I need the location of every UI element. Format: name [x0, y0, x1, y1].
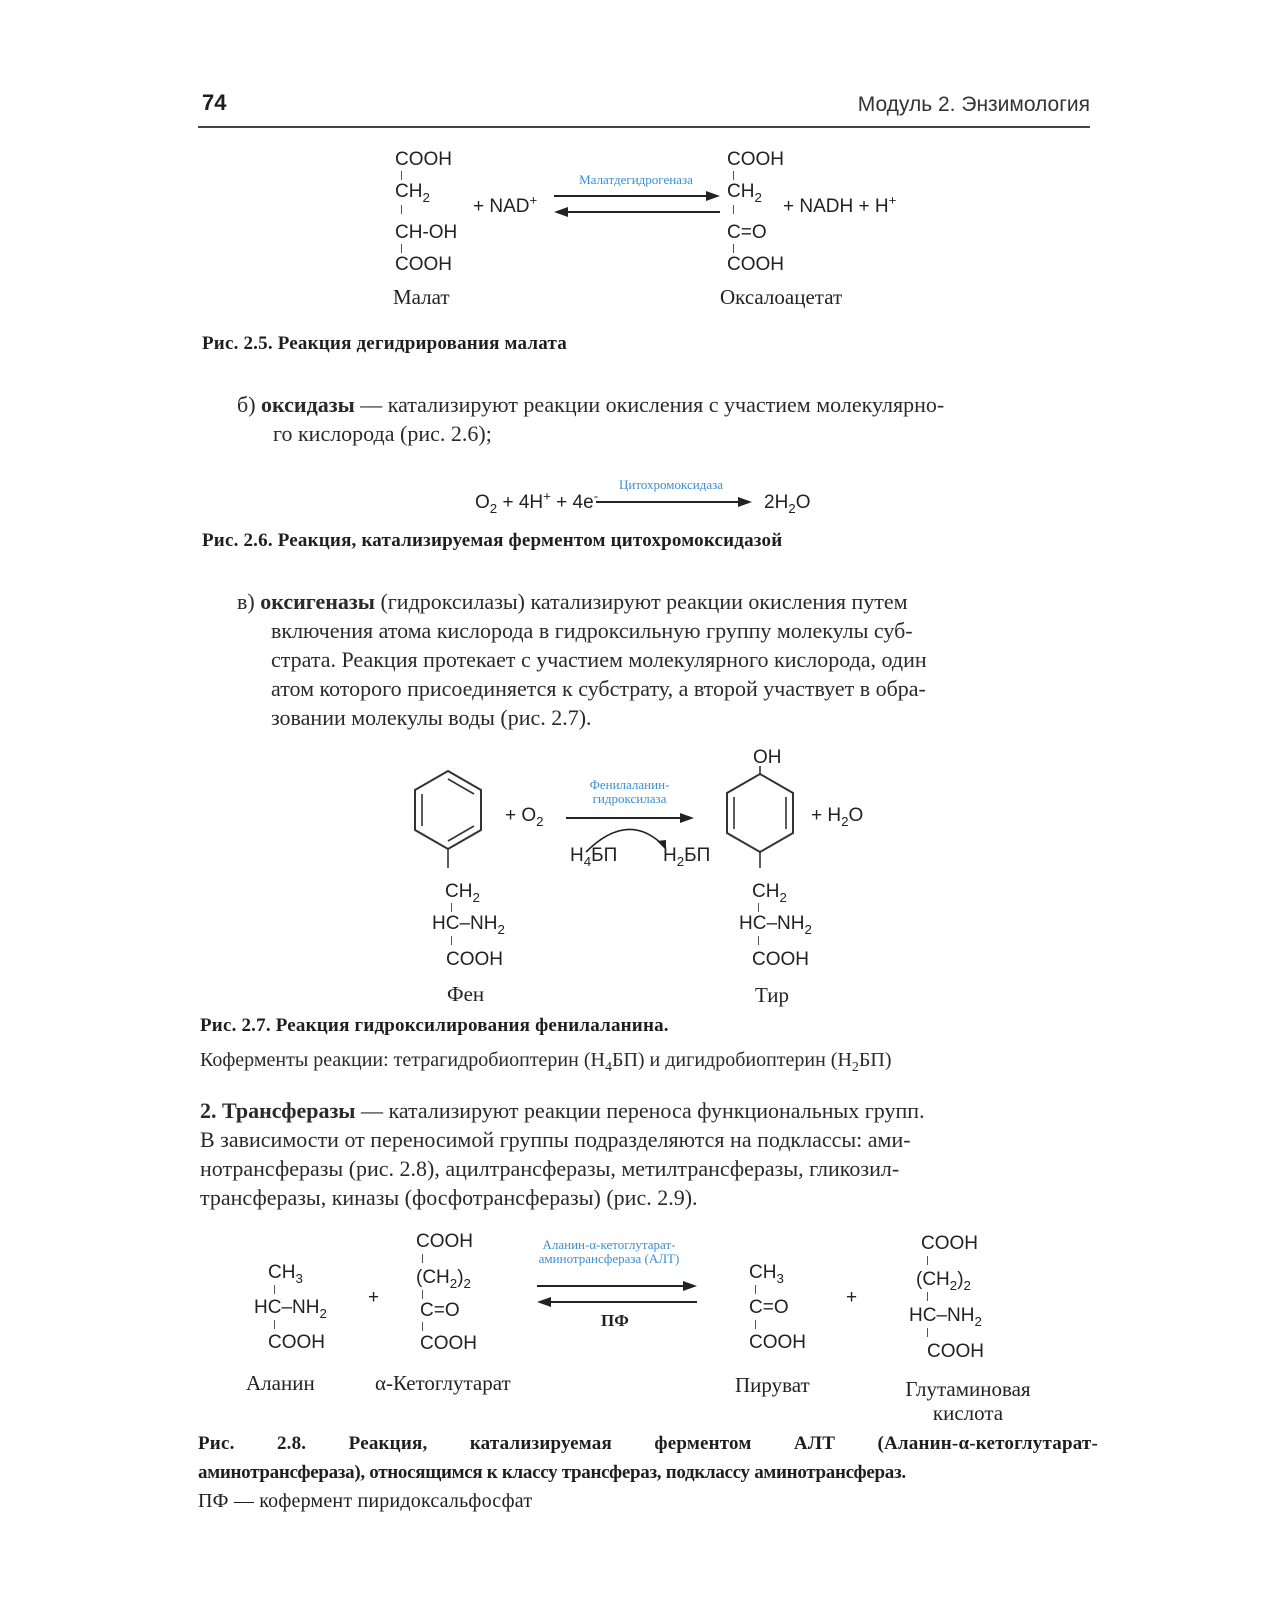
reversible-arrow [552, 190, 722, 220]
text-line: — катализируют реакции окисления с участием молекулярно- [360, 392, 945, 417]
alanine-name: Аланин [246, 1371, 315, 1395]
pyruvate-line-2: C=O [749, 1297, 789, 1318]
malate-line-1: COOH [395, 149, 452, 170]
text-line: го кислорода (рис. 2.6); [273, 421, 492, 446]
text-line: атом которого присоединяется к субстрату, а второй участвует в обра- [271, 676, 926, 701]
nadh-cofactor: + NADH + H+ [783, 192, 897, 217]
list-marker: б) [237, 392, 256, 417]
bond-tick [422, 1254, 423, 1263]
glutamate-name-line-1: Глутаминовая [905, 1377, 1031, 1401]
malate-name: Малат [393, 285, 450, 309]
plus-sign: + [846, 1287, 858, 1308]
glutamate-line-4: COOH [927, 1341, 984, 1362]
page-number: 74 [202, 90, 227, 115]
term-oxidases: оксидазы [261, 392, 355, 417]
bond-tick [274, 1285, 275, 1294]
enzyme-label: Цитохромоксидаза [618, 477, 724, 492]
enzyme-label-line-2: гидроксилаза [592, 790, 667, 806]
bond-tick [755, 1320, 756, 1329]
plus-o2: + $O_2$ [505, 805, 544, 829]
malate-line-4: COOH [395, 254, 452, 275]
pyruvate-line-1: $CH_3$ [749, 1262, 784, 1286]
reactants: $O_2 + 4H^+ + 4e^-$ [475, 488, 599, 516]
enzyme-label [567, 778, 692, 805]
bond-tick [401, 171, 402, 180]
bond-tick [927, 1256, 928, 1265]
bond-tick [422, 1290, 423, 1299]
oh-group: OH [753, 747, 782, 768]
ketoglutarate-line-4: COOH [420, 1333, 477, 1354]
phe-cooh: COOH [446, 949, 503, 970]
plus-h2o: + $H_2O$ [811, 805, 864, 829]
bond-tick [401, 205, 402, 214]
header-rule [198, 126, 1090, 128]
bond-tick [422, 1322, 423, 1331]
pyruvate-name: Пируват [735, 1373, 810, 1397]
paragraph-oxygenases [237, 587, 1097, 732]
enzyme-label [510, 1238, 708, 1265]
enzyme-label: Малатдегидрогеназа [579, 172, 693, 187]
tyr-hcnh2: $HC-NH_2$ [739, 913, 812, 937]
bond-tick [401, 244, 402, 253]
oxaloacetate-name: Оксалоацетат [720, 285, 843, 309]
cofactor-pf: ПФ [601, 1311, 629, 1330]
phe-hcnh2: $HC-NH_2$ [432, 913, 505, 937]
pyruvate-line-3: COOH [749, 1332, 806, 1353]
figure-2-6-caption: Рис. 2.6. Реакция, катализируемая ферментом цитохромоксидазой [202, 530, 783, 551]
text-line: включения атома кислорода в гидроксильную группу молекулы суб- [271, 618, 913, 643]
enzyme-label-line-1: Фенилаланин- [589, 777, 670, 792]
reversible-arrow [535, 1282, 700, 1308]
caption-line-1: Рис. 2.8. Реакция, катализируемая ферментом АЛТ (Аланин-α-кетоглутарат- [198, 1433, 1098, 1454]
figure-2-8-caption [198, 1429, 1098, 1516]
glutamate-line-2: $(CH_2)_2$ [916, 1269, 971, 1293]
text-line: зовании молекулы воды (рис. 2.7). [271, 705, 592, 730]
bond-tick [733, 171, 734, 180]
text-line: нотрансферазы (рис. 2.8), ацилтрансферазы, метилтрансферазы, гликозил- [200, 1156, 900, 1181]
text-line: В зависимости от переносимой группы подразделяются на подклассы: ами- [200, 1127, 911, 1152]
oxaloacetate-line-1: COOH [727, 149, 784, 170]
bond-tick [451, 936, 452, 945]
malate-line-3: CH-OH [395, 222, 458, 243]
text-line: страта. Реакция протекает с участием молекулярного кислорода, один [271, 647, 927, 672]
glutamate-line-3: $HC-NH_2$ [909, 1305, 982, 1329]
figure-2-5-caption: Рис. 2.5. Реакция дегидрирования малата [202, 333, 567, 354]
benzene-ring-tyr [724, 768, 796, 858]
benzene-ring-phe [412, 768, 484, 858]
caption-line-2: аминотрансфераза), относящимся к классу трансфераз, подклассу аминотрансфераз. [198, 1462, 906, 1483]
bond-tick [927, 1292, 928, 1301]
products: $2H_2O$ [764, 492, 811, 516]
oxaloacetate-line-4: COOH [727, 254, 784, 275]
paragraph-transferases [200, 1096, 1100, 1212]
forward-arrow [596, 495, 756, 509]
running-title: Модуль 2. Энзимология [857, 93, 1090, 116]
alanine-line-3: COOH [268, 1332, 325, 1353]
bond-tick [758, 936, 759, 945]
tyr-name: Тир [755, 983, 790, 1007]
figure-2-7-note: Коферменты реакции: тетрагидробиоптерин $(H_4БП)$ и дигидробиоптерин $(H_2БП)$ [200, 1049, 892, 1075]
nad-cofactor: + NAD+ [473, 192, 538, 217]
oxaloacetate-line-2: $CH_2$ [727, 181, 762, 205]
caption-line-3: ПФ — кофермент пиридоксальфосфат [198, 1490, 533, 1512]
coenzyme-h2bp: $H_2БП$ [663, 845, 711, 869]
bond-tick [755, 1285, 756, 1294]
alanine-line-2: $HC-NH_2$ [254, 1297, 327, 1321]
ketoglutarate-line-3: C=O [420, 1300, 460, 1321]
coenzyme-h4bp: $H_4БП$ [570, 845, 618, 869]
term-transferases: 2. Трансферазы [200, 1098, 356, 1123]
paragraph-oxidases [237, 390, 1097, 448]
glutamate-line-1: COOH [921, 1233, 978, 1254]
ketoglutarate-line-2: $(CH_2)_2$ [416, 1267, 471, 1291]
bond-tick [758, 903, 759, 912]
tyr-ch2: $CH_2$ [752, 881, 787, 905]
figure-2-7-caption: Рис. 2.7. Реакция гидроксилирования фенилаланина. [200, 1015, 669, 1036]
term-oxygenases: оксигеназы [260, 589, 375, 614]
plus-sign: + [368, 1287, 380, 1308]
bond-tick [733, 205, 734, 214]
bond-tick [451, 903, 452, 912]
ketoglutarate-name: α-Кетоглутарат [375, 1371, 511, 1395]
phe-ch2: $CH_2$ [445, 881, 480, 905]
list-marker: в) [237, 589, 255, 614]
glutamate-name [883, 1377, 1053, 1425]
enzyme-label-line-1: Аланин-α-кетоглутарат- [542, 1237, 676, 1252]
text-line: (гидроксилазы) катализируют реакции окисления путем [380, 589, 908, 614]
oxaloacetate-line-3: C=O [727, 222, 767, 243]
alanine-line-1: $CH_3$ [268, 1262, 303, 1286]
ketoglutarate-line-1: COOH [416, 1231, 473, 1252]
enzyme-label-line-2: аминотрансфераза (АЛТ) [538, 1250, 680, 1266]
bond-tick [927, 1328, 928, 1337]
bond-tick [274, 1320, 275, 1329]
tyr-cooh: COOH [752, 949, 809, 970]
text-line: — катализируют реакции переноса функциональных групп. [360, 1098, 925, 1123]
malate-line-2: $CH_2$ [395, 181, 430, 205]
bond-tick [733, 244, 734, 253]
text-line: трансферазы, киназы (фосфотрансферазы) (рис. 2.9). [200, 1185, 698, 1210]
glutamate-name-line-2: кислота [932, 1401, 1004, 1425]
phe-name: Фен [447, 982, 485, 1006]
